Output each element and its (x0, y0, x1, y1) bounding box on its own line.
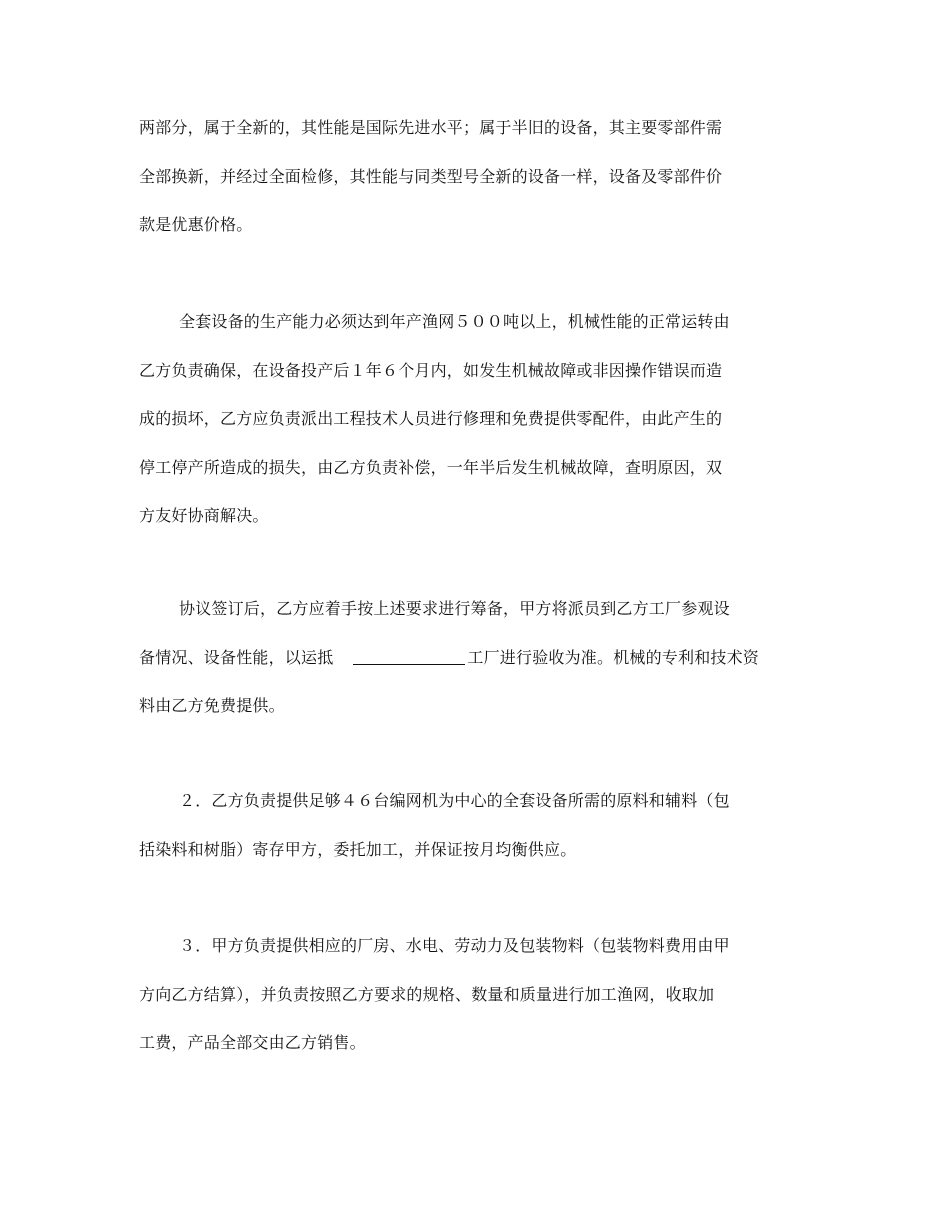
text-line: 成的损坏，乙方应负责派出工程技术人员进行修理和免费提供零配件，由此产生的 (139, 409, 723, 428)
paragraph-equipment-condition (139, 104, 789, 250)
text-line (139, 298, 789, 347)
text-line-content: 全套设备的生产能力必须达到年产渔网５００吨以上，机械性能的正常运转由 (179, 312, 730, 331)
text-line: 款是优惠价格。 (139, 215, 253, 234)
text-line: 方友好协商解决。 (139, 506, 269, 525)
text-line-content: 备情况、设备性能，以运抵 (139, 647, 334, 667)
text-line (139, 777, 789, 826)
fill-in-blank[interactable] (353, 646, 465, 665)
text-line: 工费，产品全部交由乙方销售。 (139, 1033, 366, 1052)
text-line-content: ２．乙方负责提供足够４６台编网机为中心的全套设备所需的原料和辅料（包 (179, 791, 730, 810)
paragraph-clause-2 (139, 777, 789, 874)
text-line-content: 协议签订后，乙方应着手按上述要求进行筹备，甲方将派员到乙方工厂参观设 (179, 599, 730, 618)
paragraph-clause-3 (139, 922, 789, 1068)
text-line: 乙方负责确保，在设备投产后１年６个月内，如发生机械故障或非因操作错误而造 (139, 360, 723, 380)
text-line: 停工停产所造成的损失，由乙方负责补偿，一年半后发生机械故障，查明原因，双 (139, 457, 723, 477)
text-line: 方向乙方结算），并负责按照乙方要求的规格、数量和质量进行加工渔网，收取加 (139, 984, 715, 1004)
text-line: 括染料和树脂）寄存甲方，委托加工，并保证按月均衡供应。 (139, 839, 577, 859)
text-line (139, 922, 789, 971)
text-line: 全部换新，并经过全面检修，其性能与同类型号全新的设备一样，设备及零部件价 (139, 166, 723, 186)
paragraph-production-capacity (139, 298, 789, 541)
text-line: 两部分，属于全新的，其性能是国际先进水平；属于半旧的设备，其主要零部件需 (139, 118, 723, 137)
paragraph-acceptance (139, 585, 789, 731)
text-line-content: 工厂进行验收为准。机械的专利和技术资 (467, 647, 760, 667)
text-line (139, 585, 789, 634)
text-line-content: ３．甲方负责提供相应的厂房、水电、劳动力及包装物料（包装物料费用由甲 (179, 936, 730, 955)
text-line: 料由乙方免费提供。 (139, 696, 285, 715)
text-line (139, 634, 789, 683)
